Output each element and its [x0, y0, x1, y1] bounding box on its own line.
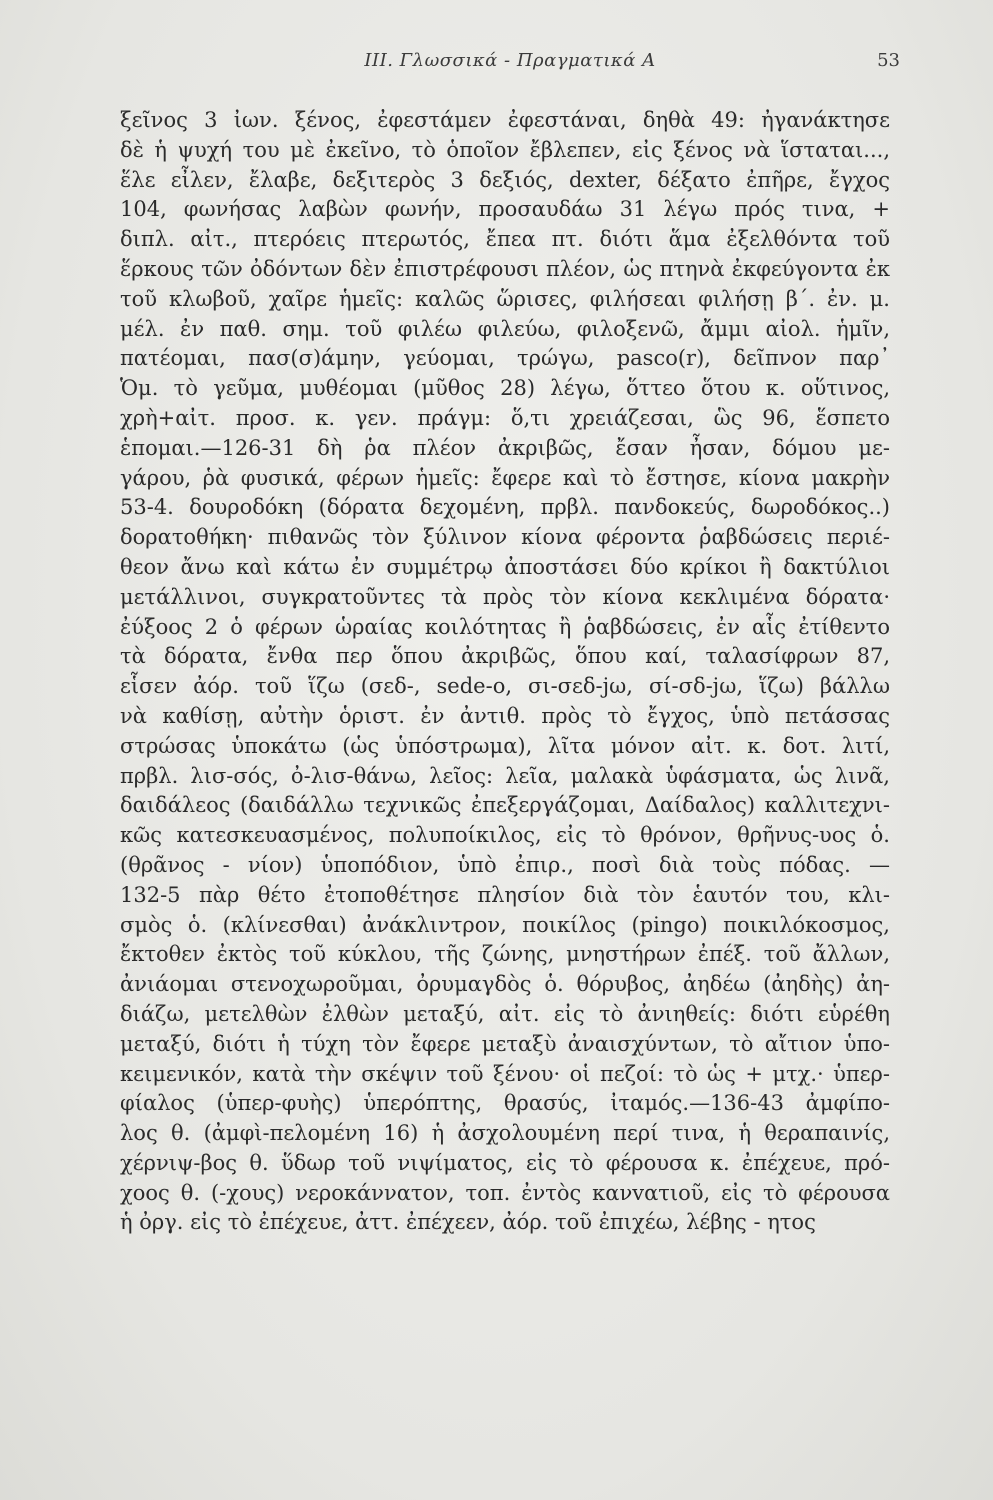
text-line: χρὴ+αἰτ. προσ. κ. γεν. πράγμ: ὅ,τι χρειάζεσαι, ὣς 96, ἕσπετο	[120, 405, 890, 430]
text-line: πατέομαι, πασ(σ)άμην, γεύομαι, τρώγω, pasco(r), δεῖπνον παρ᾽	[120, 346, 890, 371]
text-line: λος θ. (ἀμφὶ-πελομένη 16) ἡ ἀσχολουμένη περί τινα, ἡ θεραπαινίς,	[120, 1121, 890, 1146]
text-line: ἀνιάομαι στενοχωροῦμαι, ὀρυμαγδὸς ὁ. θόρυβος, ἀηδέω (ἀηδὴς) ἀη-	[120, 972, 890, 997]
text-line: ξεῖνος 3 ἰων. ξένος, ἐφεστάμεν ἐφεστάναι, δηθὰ 49: ἠγανάκτησε	[120, 108, 890, 132]
text-line: νὰ καθίσῃ, αὐτὴν ὁριστ. ἐν ἀντιθ. πρὸς τὸ ἔγχος, ὑπὸ πετάσσας	[120, 703, 890, 728]
text-line: ἑπομαι.—126-31 δὴ ῥα πλέον ἀκριβῶς, ἔσαν ἦσαν, δόμου με-	[120, 435, 890, 460]
text-line: ἕλε εἶλεν, ἔλαβε, δεξιτερὸς 3 δεξιός, dexter, δέξατο ἐπῆρε, ἔγχος	[120, 167, 890, 192]
text-line: διπλ. αἰτ., πτερόεις πτερωτός, ἔπεα πτ. διότι ἅμα ἐξελθόντα τοῦ	[120, 227, 890, 252]
text-line: ἕρκους τῶν ὀδόντων δὲν ἐπιστρέφουσι πλέον, ὡς πτηνὰ ἐκφεύγοντα ἐκ	[120, 256, 890, 281]
text-line: φίαλος (ὑπερ-φυὴς) ὑπερόπτης, θρασύς, ἰταμός.—136-43 ἀμφίπο-	[120, 1091, 890, 1116]
text-line: εἷσεν ἀόρ. τοῦ ἵζω (σεδ-, sede-o, σι-σεδ-jω, σί-σδ-jω, ἵζω) βάλλω	[120, 674, 890, 699]
text-line: μετάλλινοι, συγκρατοῦντες τὰ πρὸς τὸν κίονα κεκλιμένα δόρατα·	[120, 584, 890, 609]
text-line: ἐύξοος 2 ὁ φέρων ὡραίας κοιλότητας ἢ ῥαβδώσεις, ἐν αἷς ἐτίθεντο	[120, 614, 890, 639]
page-header	[120, 50, 900, 84]
text-line: Ὁμ. τὸ γεῦμα, μυθέομαι (μῦθος 28) λέγω, ὅττεο ὅτου κ. οὕτινος,	[120, 376, 890, 401]
text-line: 132-5 πὰρ θέτο ἐτοποθέτησε πλησίον διὰ τὸν ἑαυτόν του, κλι-	[120, 882, 890, 907]
text-line: 104, φωνήσας λαβὼν φωνήν, προσαυδάω 31 λέγω πρός τινα, +	[120, 197, 890, 222]
text-line: θεον ἄνω καὶ κάτω ἐν συμμέτρῳ ἀποστάσει δύο κρίκοι ἢ δακτύλιοι	[120, 554, 890, 579]
text-line: 53-4. δουροδόκη (δόρατα δεχομένη, πρβλ. πανδοκεύς, δωροδόκος..)	[120, 495, 890, 520]
text-line: στρώσας ὑποκάτω (ὡς ὑπόστρωμα), λῖτα μόνον αἰτ. κ. δοτ. λιτί,	[120, 733, 890, 758]
text-line: χέρνιψ-βος θ. ὕδωρ τοῦ νιψίματος, εἰς τὸ φέρουσα κ. ἐπέχευε, πρό-	[120, 1150, 890, 1175]
commentary-text	[120, 106, 890, 1238]
text-line: χοος θ. (-χους) νεροκάννατον, τοπ. ἐντὸς κανvατιοῦ, εἰς τὸ φέρουσα	[120, 1180, 890, 1205]
text-line: τοῦ κλωβοῦ, χαῖρε ἡμεῖς: καλῶς ὥρισες, φιλήσεαι φιλήσῃ β΄. ἐν. μ.	[120, 286, 890, 311]
text-line: σμὸς ὁ. (κλίνεσθαι) ἀνάκλιντρον, ποικίλος (pingo) ποικιλόκοσμος,	[120, 912, 890, 937]
text-line: (θρᾶνος - νίον) ὑποπόδιον, ὑπὸ ἐπιρ., ποσὶ διὰ τοὺς πόδας. —	[120, 852, 890, 877]
text-line: δὲ ἡ ψυχή του μὲ ἐκεῖνο, τὸ ὁποῖον ἔβλεπεν, εἰς ξένος νὰ ἵσταται...,	[120, 137, 890, 162]
page-number: 53	[877, 50, 900, 71]
text-line: ἡ ὀργ. εἰς τὸ ἐπέχευε, ἀττ. ἐπέχεεν, ἀόρ. τοῦ ἐπιχέω, λέβης - ητος	[120, 1210, 816, 1235]
text-line: τὰ δόρατα, ἔνθα περ ὅπου ἀκριβῶς, ὅπου καί, ταλασίφρων 87,	[120, 644, 890, 669]
text-line: γάρου, ῥὰ φυσικά, φέρων ἡμεῖς: ἔφερε καὶ τὸ ἔστησε, κίονα μακρὴν	[120, 465, 890, 490]
text-line: δαιδάλεος (δαιδάλλω τεχνικῶς ἐπεξεργάζομαι, Δαίδαλος) καλλιτεχνι-	[120, 793, 890, 818]
text-line: διάζω, μετελθὼν ἐλθὼν μεταξύ, αἰτ. εἰς τὸ ἀνιηθείς: διότι εὑρέθη	[120, 1001, 890, 1026]
text-line: μέλ. ἐν παθ. σημ. τοῦ φιλέω φιλεύω, φιλοξενῶ, ἄμμι αἰολ. ἡμῖν,	[120, 316, 890, 341]
running-head: ΙΙΙ. Γλωσσικά - Πραγματικά Α	[364, 50, 656, 71]
text-line: ἔκτοθεν ἐκτὸς τοῦ κύκλου, τῆς ζώνης, μνηστήρων ἐπέξ. τοῦ ἄλλων,	[120, 942, 890, 967]
text-line: κειμενικόν, κατὰ τὴν σκέψιν τοῦ ξένου· οἱ πεζοί: τὸ ὡς + μτχ.· ὑπερ-	[120, 1061, 890, 1086]
text-line: δορατοθήκη· πιθανῶς τὸν ξύλινον κίονα φέροντα ῥαβδώσεις περιέ-	[120, 525, 890, 550]
text-line: μεταξύ, διότι ἡ τύχη τὸν ἔφερε μεταξὺ ἀναισχύντων, τὸ αἴτιον ὑπο-	[120, 1031, 890, 1056]
text-line: κῶς κατεσκευασμένος, πολυποίκιλος, εἰς τὸ θρόνον, θρῆνυς-υος ὁ.	[120, 823, 890, 848]
text-line: πρβλ. λισ-σός, ὀ-λισ-θάνω, λεῖος: λεῖα, μαλακὰ ὑφάσματα, ὡς λινᾶ,	[120, 763, 890, 788]
